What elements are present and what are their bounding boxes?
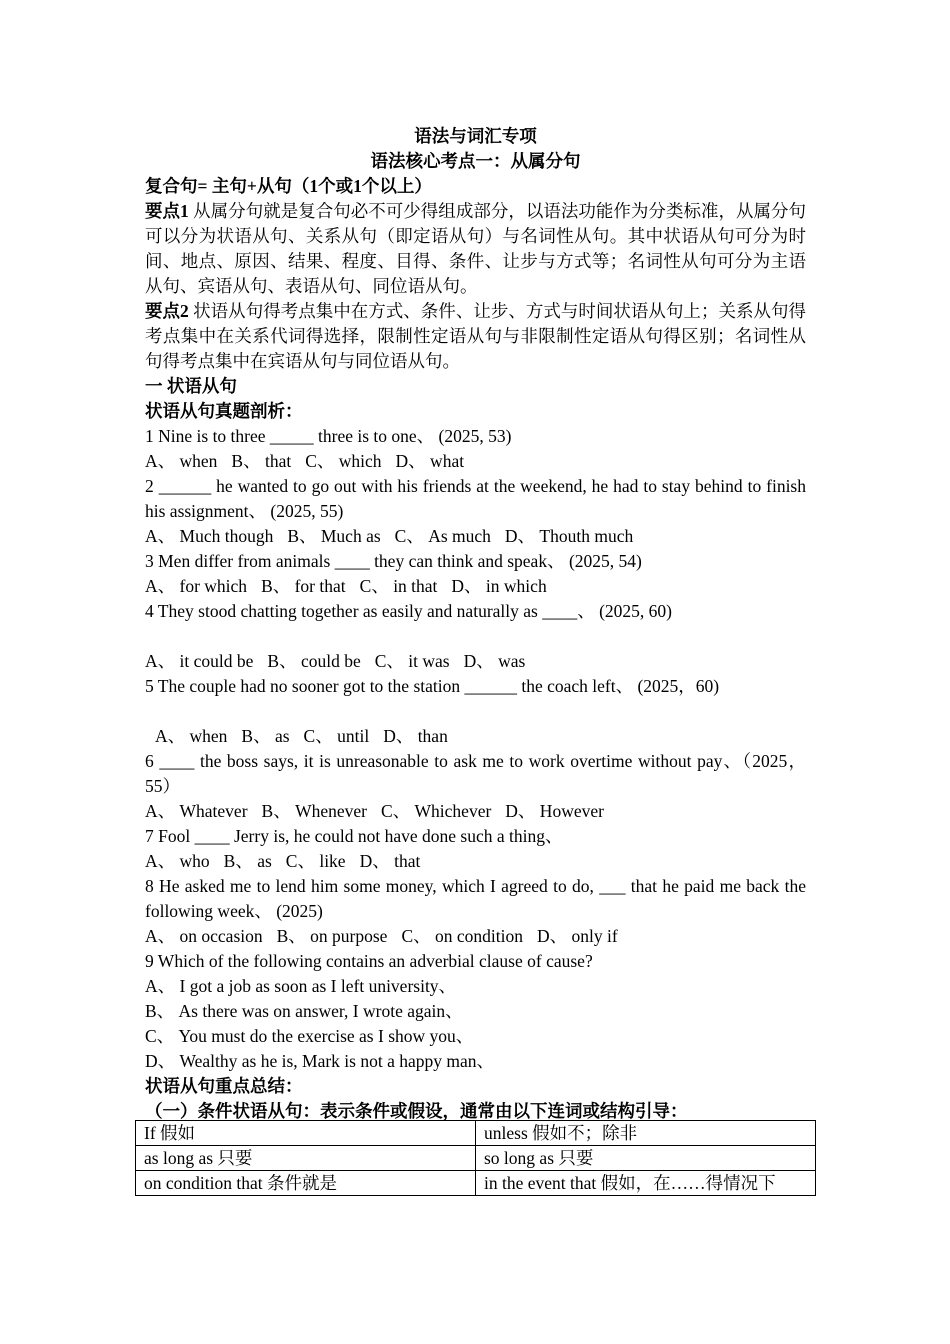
point-2-label: 要点2 — [145, 301, 189, 321]
option: A、 I got a job as soon as I left university、 — [145, 976, 457, 996]
option: B、 Whenever — [261, 801, 367, 821]
table-cell: on condition that 条件就是 — [136, 1171, 476, 1196]
point-1-text: 从属分句就是复合句必不可少得组成部分，以语法功能作为分类标准，从属分句可以分为状语从句、关系从句（即定语从句）与名词性从句。其中状语从句可分为时间、地点、原因、结果、程度、目得、条件、让步与方式等；名词性从句可分为主语从句、宾语从句、表语从句、同位语从句。 — [145, 201, 807, 296]
option: C、 like — [285, 851, 346, 871]
table-cell: If 假如 — [136, 1121, 476, 1146]
question-stem: 8 He asked me to lend him some money, which I agreed to do, ___ that he paid me back the following week、 (2025) — [145, 876, 806, 921]
option: C、 until — [303, 726, 370, 746]
option: C、 in that — [359, 576, 438, 596]
option: B、 as — [241, 726, 290, 746]
table-cell: so long as 只要 — [476, 1146, 816, 1171]
conjunction-table — [135, 1120, 816, 1196]
option: B、 Much as — [287, 526, 381, 546]
point-2-text: 状语从句得考点集中在方式、条件、让步、方式与时间状语从句上；关系从句得考点集中在关系代词得选择，限制性定语从句与非限制性定语从句得区别；名词性从句得考点集中在宾语从句与同位语从句。 — [145, 301, 807, 371]
option: C、 As much — [394, 526, 491, 546]
question-stem: 2 ______ he wanted to go out with his friends at the weekend, he had to stay behind to finish his assignment、 (2025, 55) — [145, 476, 806, 521]
option: A、 Much though — [145, 526, 274, 546]
question-stem: 6 ____ the boss says, it is unreasonable to ask me to work overtime without pay、（2025，55） — [145, 751, 806, 796]
option: B、 on purpose — [276, 926, 388, 946]
summary-heading: 状语从句重点总结： — [145, 1076, 303, 1096]
option: D、 in which — [451, 576, 547, 596]
option: B、 that — [231, 451, 292, 471]
question-options — [145, 649, 806, 674]
document-page — [145, 124, 806, 1124]
blank-line — [145, 699, 806, 724]
formula: 复合句= 主句+从句（1个或1个以上） — [145, 176, 432, 196]
option: D、 only if — [536, 926, 618, 946]
question-options — [145, 574, 806, 599]
option: B、 as — [223, 851, 272, 871]
option: C、 which — [305, 451, 382, 471]
question-options — [145, 524, 806, 549]
option: D、 Thouth much — [504, 526, 634, 546]
question-options — [145, 924, 806, 949]
point-1-label: 要点1 — [145, 201, 189, 221]
analysis-heading: 状语从句真题剖析： — [145, 401, 303, 421]
point-1 — [145, 199, 806, 299]
question-stem: 9 Which of the following contains an adverbial clause of cause? — [145, 951, 593, 971]
table-cell: in the event that 假如，在……得情况下 — [476, 1171, 816, 1196]
point-2 — [145, 299, 806, 374]
table-row — [136, 1171, 816, 1196]
option: A、 when — [145, 451, 218, 471]
option: B、 for that — [261, 576, 346, 596]
question-options — [145, 724, 806, 749]
question-stem: 7 Fool ____ Jerry is, he could not have done such a thing、 — [145, 826, 563, 846]
option: D、 that — [359, 851, 421, 871]
option: A、 Whatever — [145, 801, 248, 821]
doc-subtitle: 语法核心考点一：从属分句 — [370, 151, 581, 171]
option: A、 who — [145, 851, 210, 871]
table-row — [136, 1121, 816, 1146]
option: A、 on occasion — [145, 926, 263, 946]
condition-heading: （一）条件状语从句：表示条件或假设，通常由以下连词或结构引导： — [145, 1101, 688, 1121]
option: D、 than — [383, 726, 448, 746]
option: D、 what — [395, 451, 465, 471]
question-stem: 5 The couple had no sooner got to the station ______ the coach left、 (2025，60) — [145, 676, 720, 696]
option: A、 for which — [145, 576, 248, 596]
option: D、 However — [505, 801, 604, 821]
option: B、 As there was on answer, I wrote again、 — [145, 1001, 463, 1021]
option: C、 Whichever — [380, 801, 492, 821]
option: D、 was — [463, 651, 526, 671]
question-options — [145, 449, 806, 474]
question-options — [145, 799, 806, 824]
table-row — [136, 1146, 816, 1171]
option: D、 Wealthy as he is, Mark is not a happy man、 — [145, 1051, 495, 1071]
question-stem: 1 Nine is to three _____ three is to one、 (2025, 53) — [145, 426, 512, 446]
doc-title: 语法与词汇专项 — [414, 126, 537, 146]
option: C、 on condition — [401, 926, 523, 946]
option: B、 could be — [267, 651, 361, 671]
option: A、 when — [155, 726, 228, 746]
table-cell: as long as 只要 — [136, 1146, 476, 1171]
question-options — [145, 849, 806, 874]
option: C、 it was — [374, 651, 450, 671]
blank-line — [145, 624, 806, 649]
question-stem: 3 Men differ from animals ____ they can think and speak、 (2025, 54) — [145, 551, 642, 571]
option: A、 it could be — [145, 651, 254, 671]
section-heading: 一 状语从句 — [145, 376, 237, 396]
option: C、 You must do the exercise as I show you、 — [145, 1026, 474, 1046]
question-stem: 4 They stood chatting together as easily and naturally as ____、 (2025, 60) — [145, 601, 672, 621]
table-cell: unless 假如不；除非 — [476, 1121, 816, 1146]
